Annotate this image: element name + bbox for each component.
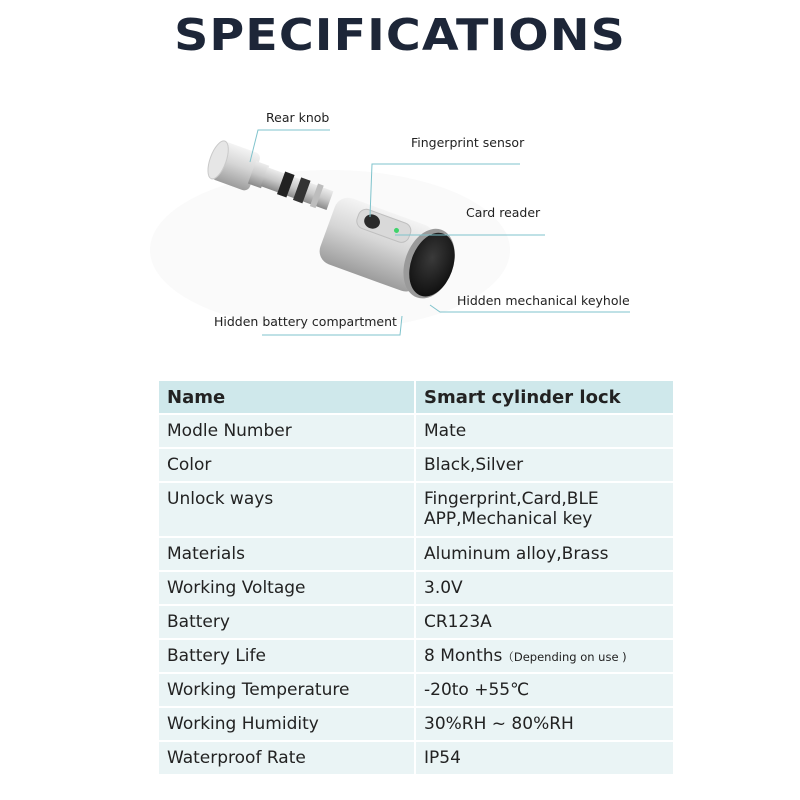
table-row [159,571,673,605]
table-header-row [159,380,673,414]
product-diagram [0,100,800,350]
spec-label: Working Voltage [159,571,415,605]
spec-label: Color [159,448,415,482]
spec-value: CR123A [415,605,673,639]
spec-value [415,639,673,673]
table-row [159,639,673,673]
page-title: SPECIFICATIONS [174,10,626,61]
spec-label: Working Humidity [159,707,415,741]
table-row [159,448,673,482]
spec-value: IP54 [415,741,673,775]
spec-value: 3.0V [415,571,673,605]
callout-card-reader: Card reader [466,205,541,220]
header-value: Smart cylinder lock [415,380,673,414]
spec-label: Materials [159,537,415,571]
spec-value: Mate [415,414,673,448]
spec-label: Waterproof Rate [159,741,415,775]
spec-value-line1: Fingerprint,Card,BLE [424,489,599,509]
spec-label: Unlock ways [159,482,415,537]
table-row [159,673,673,707]
header-name: Name [159,380,415,414]
table-row [159,537,673,571]
spec-label: Battery [159,605,415,639]
table-row [159,707,673,741]
callout-hidden-battery: Hidden battery compartment [214,314,397,329]
spec-label: Working Temperature [159,673,415,707]
spec-value: 30%RH ~ 80%RH [415,707,673,741]
specifications-table [159,379,673,776]
spec-label: Battery Life [159,639,415,673]
callout-hidden-keyhole: Hidden mechanical keyhole [457,293,630,308]
table-row [159,741,673,775]
table-row [159,482,673,537]
spec-label: Modle Number [159,414,415,448]
lock-illustration [0,100,800,350]
callout-fingerprint-sensor: Fingerprint sensor [411,135,525,150]
table-row [159,605,673,639]
spec-value-note: （Depending on use ) [502,650,627,664]
spec-value-line2: APP,Mechanical key [424,509,593,529]
spec-value: -20to +55℃ [415,673,673,707]
callout-rear-knob: Rear knob [266,110,330,125]
spec-value: Black,Silver [415,448,673,482]
table-row [159,414,673,448]
spec-value [415,482,673,537]
spec-value: Aluminum alloy,Brass [415,537,673,571]
spec-value-main: 8 Months [424,646,503,666]
